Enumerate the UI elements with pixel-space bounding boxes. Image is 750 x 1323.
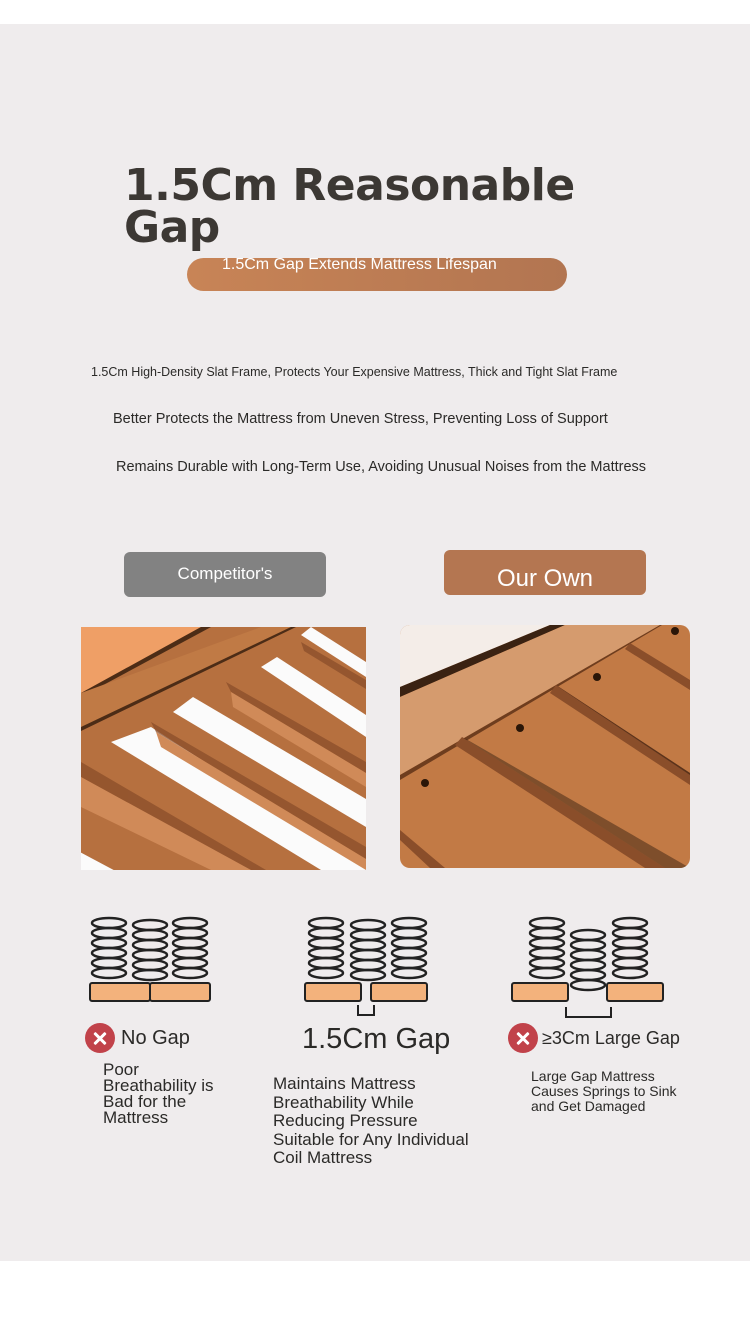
x-circle-icon xyxy=(85,1023,115,1053)
feature-line-3: Remains Durable with Long-Term Use, Avoiding Unusual Noises from the Mattress xyxy=(116,459,647,475)
subtitle-banner xyxy=(187,258,567,291)
large-gap-label-text: ≥3Cm Large Gap xyxy=(542,1027,680,1048)
subtitle-text: 1.5Cm Gap Extends Mattress Lifespan xyxy=(222,256,497,273)
large-gap-label xyxy=(508,1023,680,1053)
large-gap-description: Large Gap Mattress Causes Springs to Sink and Get Damaged xyxy=(531,1068,677,1114)
our-own-label-button: Our Own xyxy=(444,550,646,595)
optimal-gap-label xyxy=(302,1023,450,1056)
large-gap-spring-diagram xyxy=(510,915,670,1025)
competitor-slat-image xyxy=(81,627,366,870)
feature-line-1: 1.5Cm High-Density Slat Frame, Protects Your Expensive Mattress, Thick and Tight Slat Frame xyxy=(91,365,618,379)
no-gap-description: Poor Breathability is Bad for the Mattress xyxy=(103,1060,214,1127)
x-circle-icon xyxy=(508,1023,538,1053)
no-gap-label xyxy=(85,1023,190,1053)
optimal-gap-label-text: 1.5Cm Gap xyxy=(302,1023,451,1055)
page-title: 1.5Cm Reasonable Gap xyxy=(124,160,575,253)
optimal-gap-description: Maintains Mattress Breathability While Reducing Pressure Suitable for Any Individual Coil Mattress xyxy=(273,1074,469,1167)
feature-line-2: Better Protects the Mattress from Uneven Stress, Preventing Loss of Support xyxy=(113,411,608,427)
no-gap-spring-diagram xyxy=(88,915,213,1010)
our-slat-image xyxy=(400,625,690,868)
no-gap-label-text: No Gap xyxy=(121,1026,190,1049)
optimal-gap-spring-diagram xyxy=(303,915,433,1025)
competitor-label-button: Competitor's xyxy=(124,552,326,597)
